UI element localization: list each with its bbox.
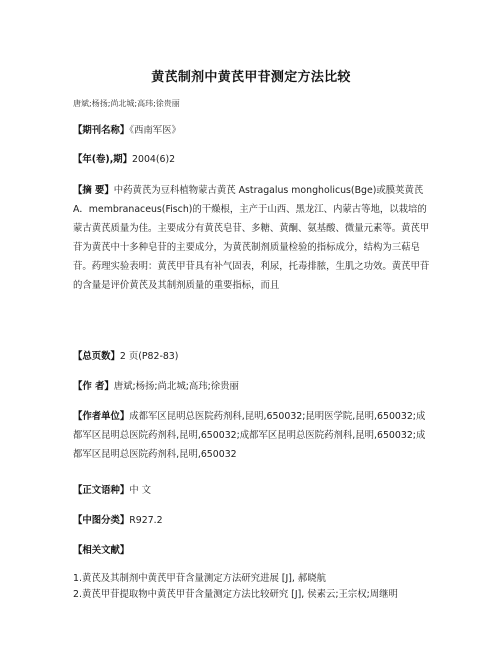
list-item[interactable]: 1.黄芪及其制剂中黄芪甲苷含量测定方法研究进展 [J], 郝晓航 (73, 573, 326, 584)
year-volume-label: 【年(卷),期】 (73, 154, 133, 165)
related-literature-heading (73, 541, 433, 560)
journal-field (73, 121, 433, 140)
document-title: 黄芪制剂中黄芪甲苷测定方法比较 (151, 70, 351, 85)
affiliation-field (73, 407, 433, 464)
year-volume-field (73, 150, 433, 169)
journal-value: 《西南军医》 (129, 125, 181, 136)
pages-field (73, 347, 433, 366)
classification-value: R927.2 (129, 515, 163, 526)
language-value: 中 文 (129, 485, 151, 496)
affiliation-value: 成都军区昆明总医院药剂科,昆明,650032;昆明医学院,昆明,650032;成都军区昆明总医院药剂科,昆明,650032;成都军区昆明总医院药剂科,昆明,650032;成都军区昆明总医院药剂科,昆明,650032 (73, 411, 426, 460)
language-label: 【正文语种】 (73, 485, 130, 496)
journal-label: 【期刊名称】 (73, 125, 130, 136)
classification-field (73, 511, 433, 530)
authors-field (73, 377, 433, 396)
year-volume-value: 2004(6)2 (132, 154, 176, 165)
classification-label: 【中图分类】 (73, 515, 130, 526)
affiliation-label: 【作者单位】 (73, 411, 130, 422)
author-list-header: 唐斌;杨扬;尚北城;高玮;徐贵丽 (73, 99, 180, 108)
authors-value: 唐斌;杨扬;尚北城;高玮;徐贵丽 (113, 381, 239, 392)
related-label: 【相关文献】 (73, 545, 130, 556)
list-item[interactable]: 2.黄芪甲苷提取物中黄芪甲苷含量测定方法比较研究 [J], 侯素云;王宗权;周继明 (73, 588, 398, 600)
pages-value: 2 页(P82-83) (119, 351, 179, 362)
abstract-label: 【摘 要】 (73, 185, 114, 196)
related-literature-list (73, 571, 453, 602)
pages-label: 【总页数】 (73, 351, 120, 362)
language-field (73, 481, 433, 500)
abstract-value: 中药黄芪为豆科植物蒙古黄芪 Astragalus mongholicus(Bge)或膜荚黄芪 A．membranaceus(Fisch)的干燥根，主产于山西、黑龙江、内蒙古等地，以栽培的蒙古黄芪质量为佳。主要成分有黄芪皂苷、多糖、黄酮、氨基酸、微量元素等。黄芪甲苷为黄芪中十多种皂苷的主要成分，为黄芪制剂质量检验的指标成分，结构为三萜皂苷。药理实验表明：黄芪甲苷具有补气固表，利尿，托毒排脓，生肌之功效。黄芪甲苷的含量是评价黄芪及其制剂质量的重要指标，而且 (73, 185, 430, 291)
authors-label: 【作 者】 (73, 381, 114, 392)
abstract-field (73, 181, 433, 295)
